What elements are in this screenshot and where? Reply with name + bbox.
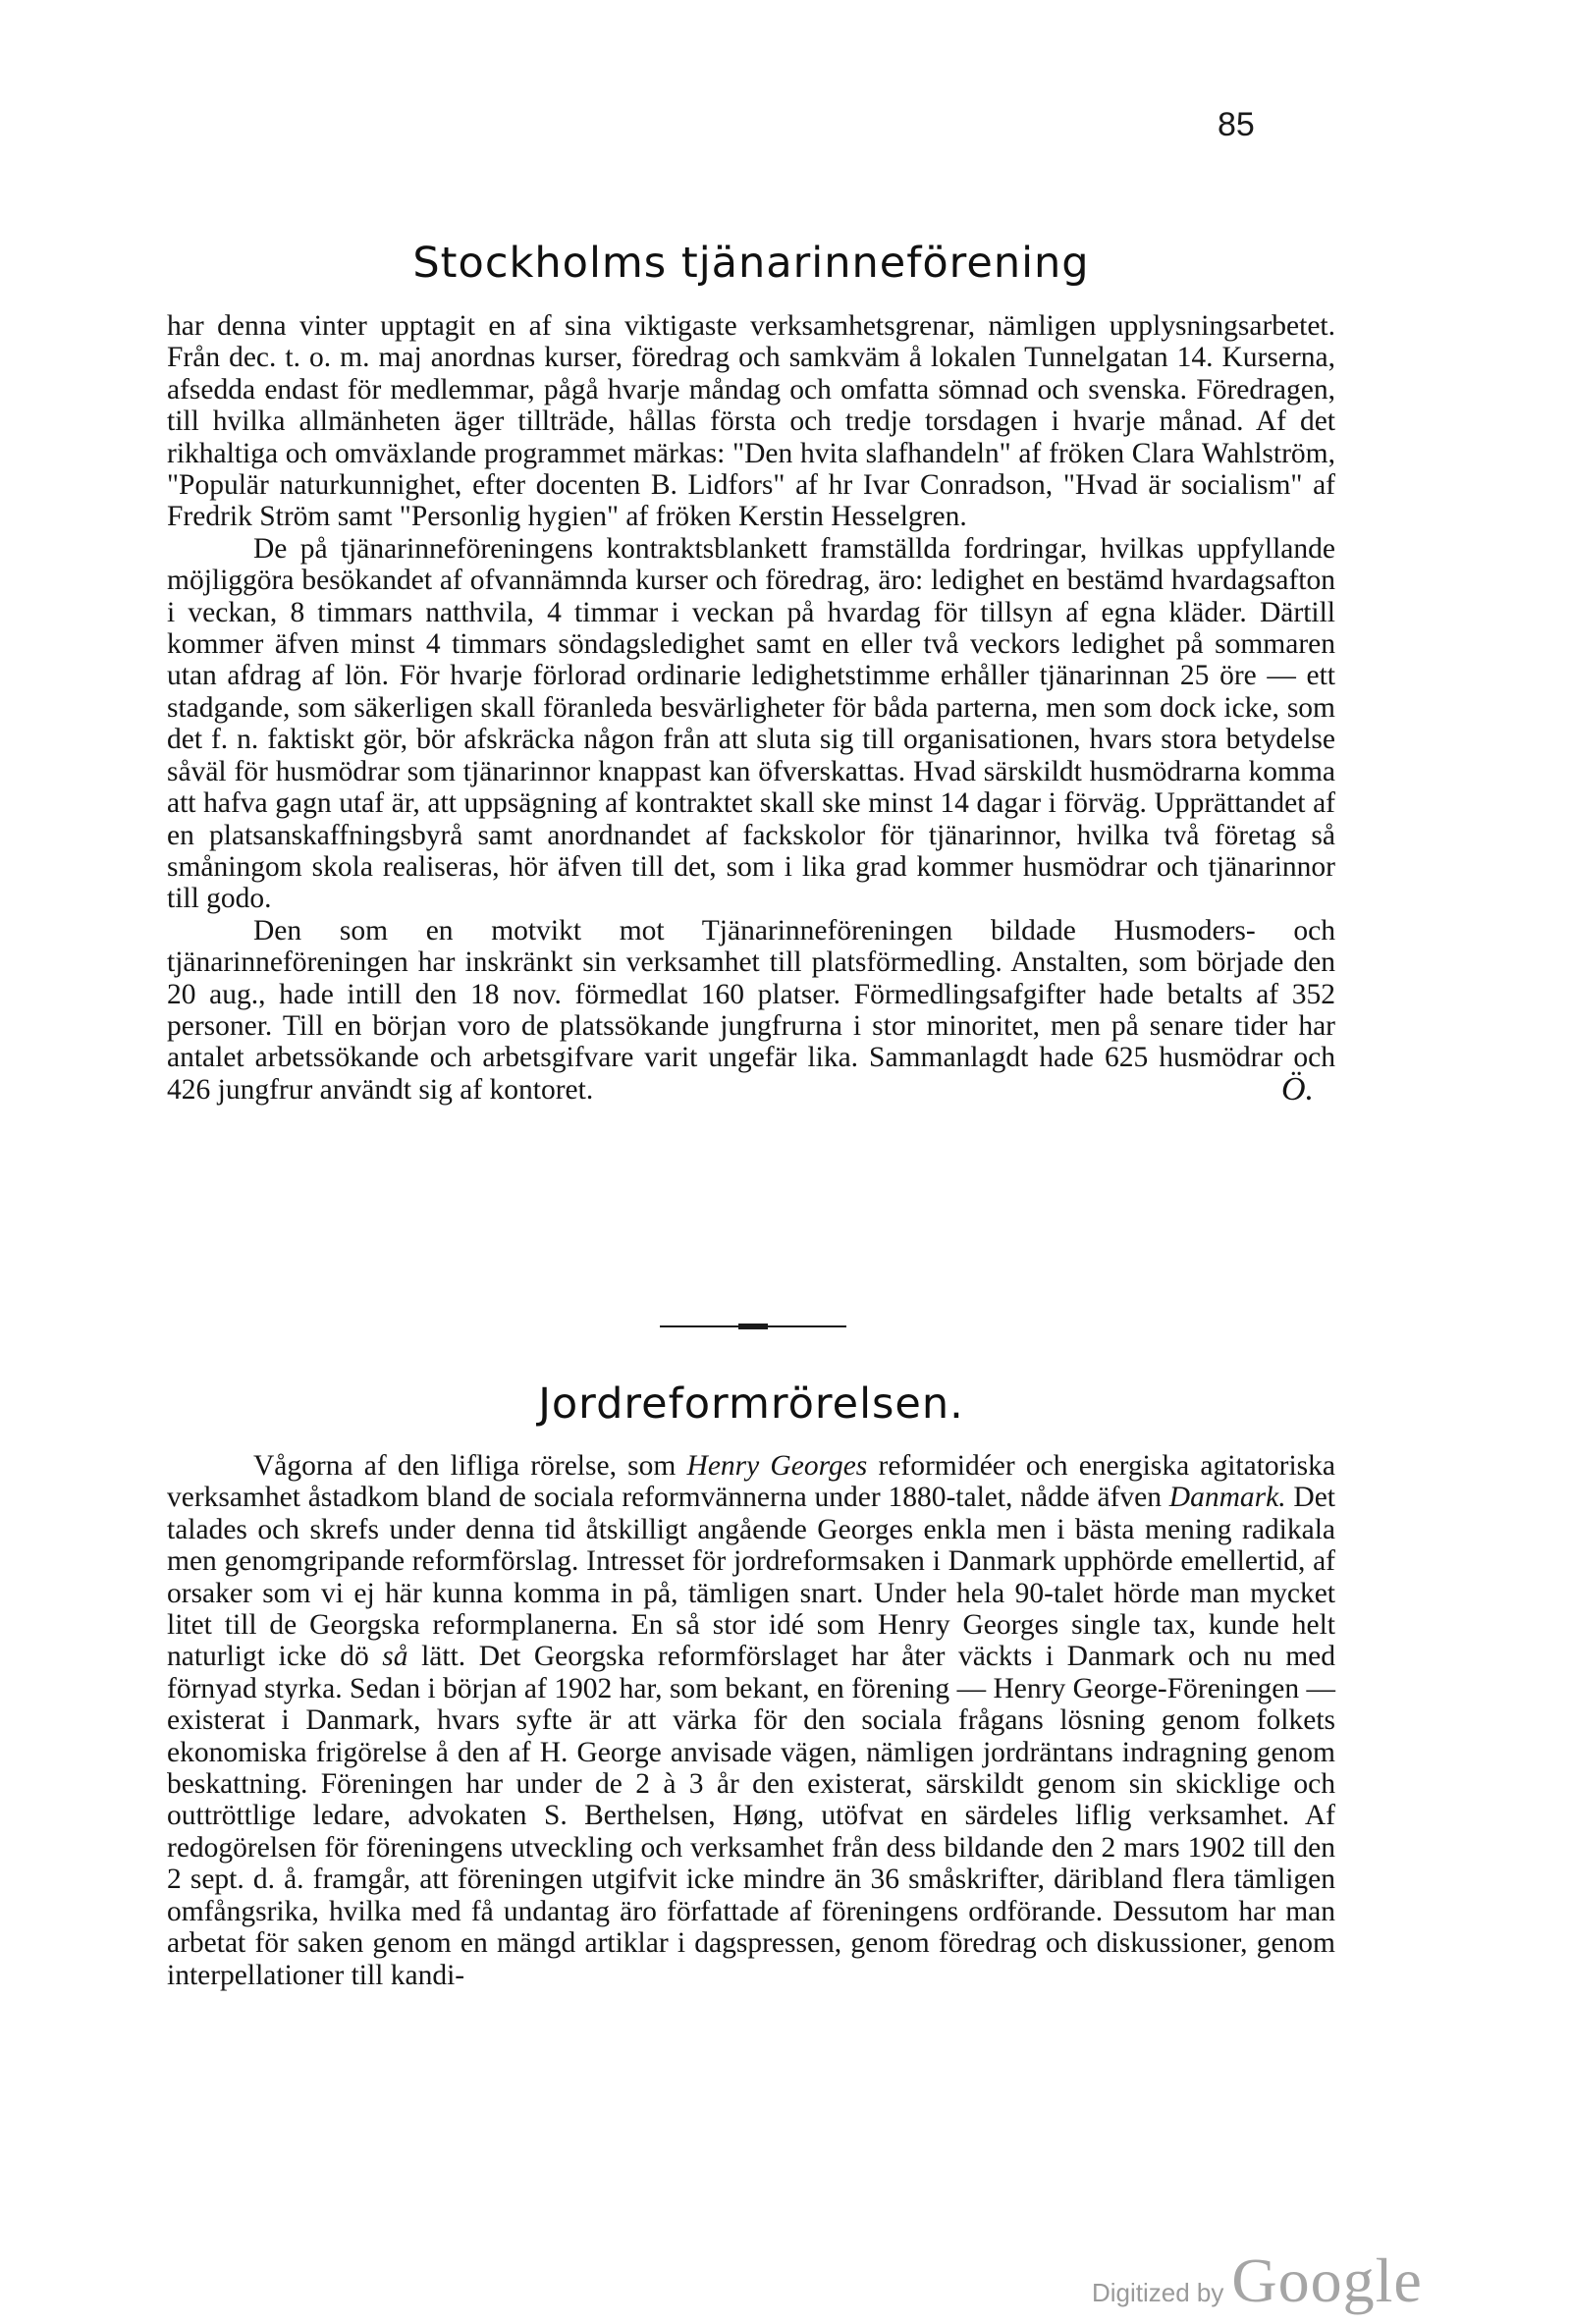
paragraph — [167, 915, 1335, 1106]
section-title-tjanarinneforening: Stockholms tjänarinneförening — [412, 239, 1090, 288]
text-run: Det talades och skrefs under denna tid åtskilligt angående Georges enkla men i bästa mening radikala men genomgripande reformförslag. Intresset för jordreformsaken i Danmark upphörde emellertid, af orsaker som vi ej här kunna komma in på, tämligen snart. Under hela 90-talet hörde man mycket litet till de Georgska reformplanerna. En så stor idé som Henry Georges single tax, kunde helt naturligt icke dö — [167, 1482, 1336, 1673]
section-body-jordreformrorelsen — [167, 1450, 1335, 1991]
digitized-watermark — [1092, 2244, 1423, 2317]
text-run: Vågorna af den lifliga rörelse, som — [253, 1450, 687, 1482]
section-divider-ornament — [738, 1324, 768, 1329]
section-body-tjanarinneforening — [167, 310, 1335, 1106]
paragraph: De på tjänarinneföreningens kontraktsblankett framställda fordringar, hvilkas uppfyllande möjliggöra besökandet af ofvannämnda kurser och föredrag, äro: ledighet en bestämd hvardagsafton i veckan, 8 timmars natthvila, 4 timmar i veckan på hvardag för tillsyn af egna kläder. Därtill kommer äfven minst 4 timmars söndagsledighet samt en eller två veckors ledighet på sommaren utan afdrag af lön. För hvarje förlorad ordinarie ledighetstimme erhåller tjänarinnan 25 öre — ett stadgande, som säkerligen skall föranleda besvärligheter för båda parterna, men som dock icke, som det f. n. faktiskt gör, bör afskräcka någon från att sluta sig till organisationen, hvars stora betydelse såväl för husmödrar som tjänarinnor knappast kan öfverskattas. Hvad särskildt husmödrarna komma att hafva gagn utaf är, att uppsägning af kontraktet skall ske minst 14 dagar i förväg. Upprättandet af en platsanskaffningsbyrå samt anordnandet af fackskolor för tjänarinnor, hvilka två företag så småningom skola realiseras, hör äfven till det, som i lika grad kommer husmödrar och tjänarinnor till godo. — [167, 532, 1335, 915]
page-number: 85 — [1218, 106, 1255, 143]
watermark-prefix: Digitized by — [1092, 2278, 1224, 2307]
text-run: reformidéer och energiska agitatoriska verksamhet åstadkom bland de sociala reformvännerna under 1880-talet, nådde äfven — [167, 1450, 1336, 1514]
author-signature: Ö. — [1280, 1070, 1314, 1108]
emphasis-country: Danmark. — [1168, 1482, 1286, 1514]
paragraph — [167, 1450, 1335, 1991]
paragraph: har denna vinter upptagit en af sina viktigaste verksamhetsgrenar, nämligen upplysningsarbetet. Från dec. t. o. m. maj anordnas kurser, föredrag och samkväm å lokalen Tunnelgatan 14. Kurserna, afsedda endast för medlemmar, pågå hvarje måndag och omfatta sömnad och svenska. Föredragen, till hvilka allmänheten äger tillträde, hållas första och tredje torsdagen i hvarje månad. Af det rikhaltiga och omväxlande programmet märkas: "Den hvita slafhandeln" af fröken Clara Wahlström, "Populär naturkunnighet, efter docenten B. Lidfors" af hr Ivar Conradson, "Hvad är socialism" af Fredrik Ström samt "Personlig hygien" af fröken Kerstin Hesselgren. — [167, 310, 1335, 533]
paragraph-text: Den som en motvikt mot Tjänarinneföreningen bildade Husmoders- och tjänarinneföreningen har inskränkt sin verksamhet till platsförmedling. Anstalten, som började den 20 aug., hade intill den 18 nov. förmedlat 160 platser. Förmedlingsafgifter hade betalts af 352 personer. Till en början voro de platssökande jungfrurna i stor minoritet, men på senare tider har antalet arbetssökande och arbetsgifvare varit ungefär lika. Sammanlagdt hade 625 husmödrar och 426 jungfrur användt sig af kontoret. — [167, 914, 1335, 1106]
emphasis-word: så — [382, 1641, 408, 1673]
emphasis-name: Henry Georges — [686, 1450, 868, 1482]
google-logo: Google — [1231, 2245, 1423, 2315]
section-title-jordreformrorelsen: Jordreformrörelsen. — [538, 1379, 964, 1429]
text-run: lätt. Det Georgska reformförslaget har åter väckts i Danmark och nu med förnyad styrka. Sedan i början af 1902 har, som bekant, en förening — Henry George-Föreningen — existerat i Danmark, hvars syfte är att värka för den sociala frågans lösning genom folkets ekonomiska frigörelse å den af H. George anvisade vägen, nämligen jordräntans indragning genom beskattning. Föreningen har under de 2 à 3 år den existerat, särskildt genom sin skicklige och outtröttlige ledare, advokaten S. Berthelsen, Høng, utöfvat en särdeles liflig verksamhet. Af redogörelsen för föreningens utveckling och verksamhet från dess bildande den 2 mars 1902 till den 2 sept. d. å. framgår, att föreningen utgifvit icke mindre än 36 småskrifter, däribland flera tämligen omfångsrika, hvilka med få undantag äro författade af föreningens ordförande. Dessutom har man arbetat för saken genom en mängd artiklar i dagspressen, genom föredrag och diskussioner, genom interpellationer till kandi- — [167, 1641, 1335, 1991]
